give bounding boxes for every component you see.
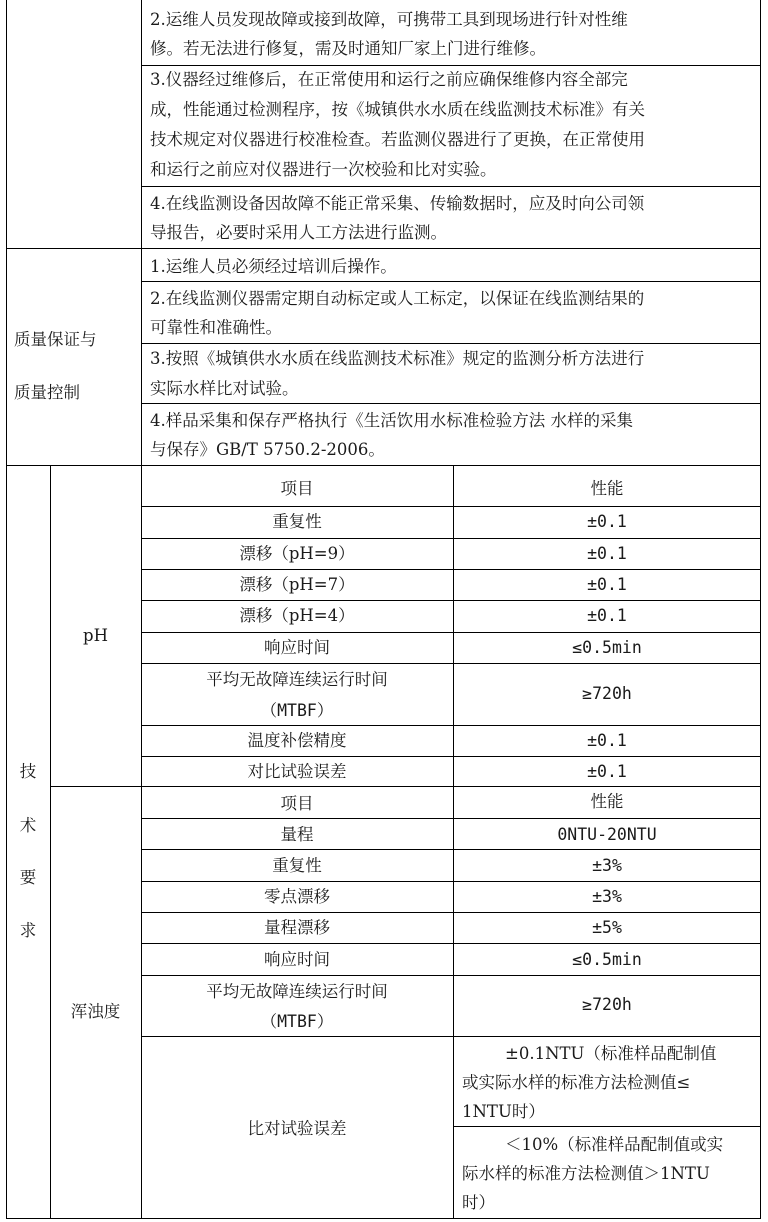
cell-item: 平均无故障连续运行时间 [206, 670, 388, 689]
tech-label-divider [50, 465, 51, 1219]
cell-value: ±0.1 [587, 544, 627, 563]
row-divider [141, 943, 761, 944]
cell-item-sub: （MTBF） [260, 701, 334, 720]
cell-item: 漂移（pH=9） [239, 544, 355, 563]
row-divider [141, 881, 761, 882]
ph-label: pH [83, 626, 108, 645]
row-divider [141, 849, 761, 850]
paragraph-line: 和运行之前应对仪器进行一次校验和比对实验。 [150, 160, 497, 179]
cell-value: ≤0.5min [572, 950, 642, 969]
paragraph-line: 际水样的标准方法检测值＞1NTU [462, 1164, 710, 1183]
paragraph-line: 4.在线监测设备因故障不能正常采集、传输数据时，应及时向公司领 [150, 194, 645, 213]
paragraph-line: 技术规定对仪器进行校准检查。若监测仪器进行了更换，在正常使用 [150, 130, 645, 149]
paragraph-line: 时） [462, 1193, 495, 1212]
paragraph-line: 2.运维人员发现故障或接到故障，可携带工具到现场进行针对性维 [150, 10, 628, 29]
row-divider [141, 569, 761, 570]
cell-value: ≥720h [582, 684, 632, 703]
row-divider [141, 506, 761, 507]
paragraph-line: 可靠性和准确性。 [150, 318, 282, 337]
cell-item: 量程 [280, 825, 314, 844]
row-divider [141, 632, 761, 633]
cell-item-sub: （MTBF） [260, 1012, 334, 1031]
label-char: 求 [19, 921, 37, 940]
cell-item: 零点漂移 [264, 887, 330, 906]
row-divider [141, 756, 761, 757]
paragraph-line: 实际水样比对试验。 [150, 379, 299, 398]
table-border-left [6, 0, 7, 1219]
cell-value: ±0.1 [587, 762, 627, 781]
paragraph-line: 1NTU时） [462, 1102, 545, 1121]
cell-value: ±0.1 [587, 731, 627, 750]
row-divider [141, 538, 761, 539]
row-divider [141, 403, 761, 404]
section-divider [6, 465, 761, 466]
cell-item: 对比试验误差 [247, 762, 347, 781]
cell-item: 漂移（pH=4） [239, 606, 355, 625]
row-divider [141, 818, 761, 819]
paragraph-line: 导报告，必要时采用人工方法进行监测。 [150, 223, 447, 242]
paragraph-line: ＜10%（标准样品配制值或实 [505, 1135, 724, 1154]
row-divider [453, 1126, 761, 1127]
cell-value: 0NTU-20NTU [557, 825, 657, 844]
paragraph-line: 与保存》GB/T 5750.2-2006。 [150, 440, 385, 459]
row-divider [141, 725, 761, 726]
paragraph-line: 2.在线监测仪器需定期自动标定或人工标定，以保证在线监测结果的 [150, 289, 645, 308]
row-divider [141, 186, 761, 187]
paragraph-line: ±0.1NTU（标准样品配制值 [505, 1044, 717, 1063]
ph-header-performance: 性能 [590, 479, 624, 498]
subsection-divider [50, 786, 761, 787]
cell-value: ≥720h [582, 995, 632, 1014]
paragraph-line: 3.仪器经过维修后，在正常使用和运行之前应确保维修内容全部完 [150, 70, 628, 89]
cell-value: ≤0.5min [572, 638, 642, 657]
row-divider [141, 975, 761, 976]
cell-item: 比对试验误差 [247, 1119, 347, 1138]
paragraph-line: 4.样品采集和保存严格执行《生活饮用水标准检验方法 水样的采集 [150, 411, 633, 430]
cell-item: 重复性 [272, 512, 322, 531]
row-divider [141, 912, 761, 913]
cell-value: ±0.1 [587, 606, 627, 625]
row-divider [141, 600, 761, 601]
cell-item: 重复性 [272, 856, 322, 875]
cell-value: ±5% [592, 918, 622, 937]
row-divider [141, 343, 761, 344]
label-line: 质量保证与 [14, 330, 97, 349]
cell-value: ±3% [592, 887, 622, 906]
cell-item: 响应时间 [264, 950, 330, 969]
cell-item: 温度补偿精度 [247, 731, 347, 750]
row-divider [141, 281, 761, 282]
cell-item: 响应时间 [264, 638, 330, 657]
turbidity-header-performance: 性能 [590, 792, 624, 811]
section-divider [6, 248, 761, 249]
paragraph-line: 成，性能通过检测程序，按《城镇供水水质在线监测技术标准》有关 [150, 100, 645, 119]
table-border-bottom [6, 1218, 761, 1219]
paragraph-line: 修。若无法进行修复，需及时通知厂家上门进行维修。 [150, 39, 546, 58]
cell-item: 漂移（pH=7） [239, 575, 355, 594]
turbidity-label: 浑浊度 [70, 1002, 121, 1021]
qa-item-1: 1.运维人员必须经过培训后操作。 [150, 257, 397, 276]
cell-value: ±0.1 [587, 575, 627, 594]
turbidity-header-item: 项目 [280, 794, 314, 813]
label-line: 质量控制 [14, 383, 80, 402]
paragraph-line: 或实际水样的标准方法检测值≤ [462, 1073, 691, 1092]
label-char: 技 [19, 762, 37, 781]
row-divider [141, 663, 761, 664]
cell-value: ±3% [592, 856, 622, 875]
paragraph-line: 3.按照《城镇供水水质在线监测技术标准》规定的监测分析方法进行 [150, 349, 645, 368]
label-char: 术 [19, 816, 37, 835]
cell-item: 量程漂移 [264, 918, 330, 937]
label-char: 要 [19, 868, 37, 887]
cell-value: ±0.1 [587, 512, 627, 531]
cell-item: 平均无故障连续运行时间 [206, 982, 388, 1001]
row-divider [141, 1036, 761, 1037]
ph-header-item: 项目 [280, 479, 314, 498]
